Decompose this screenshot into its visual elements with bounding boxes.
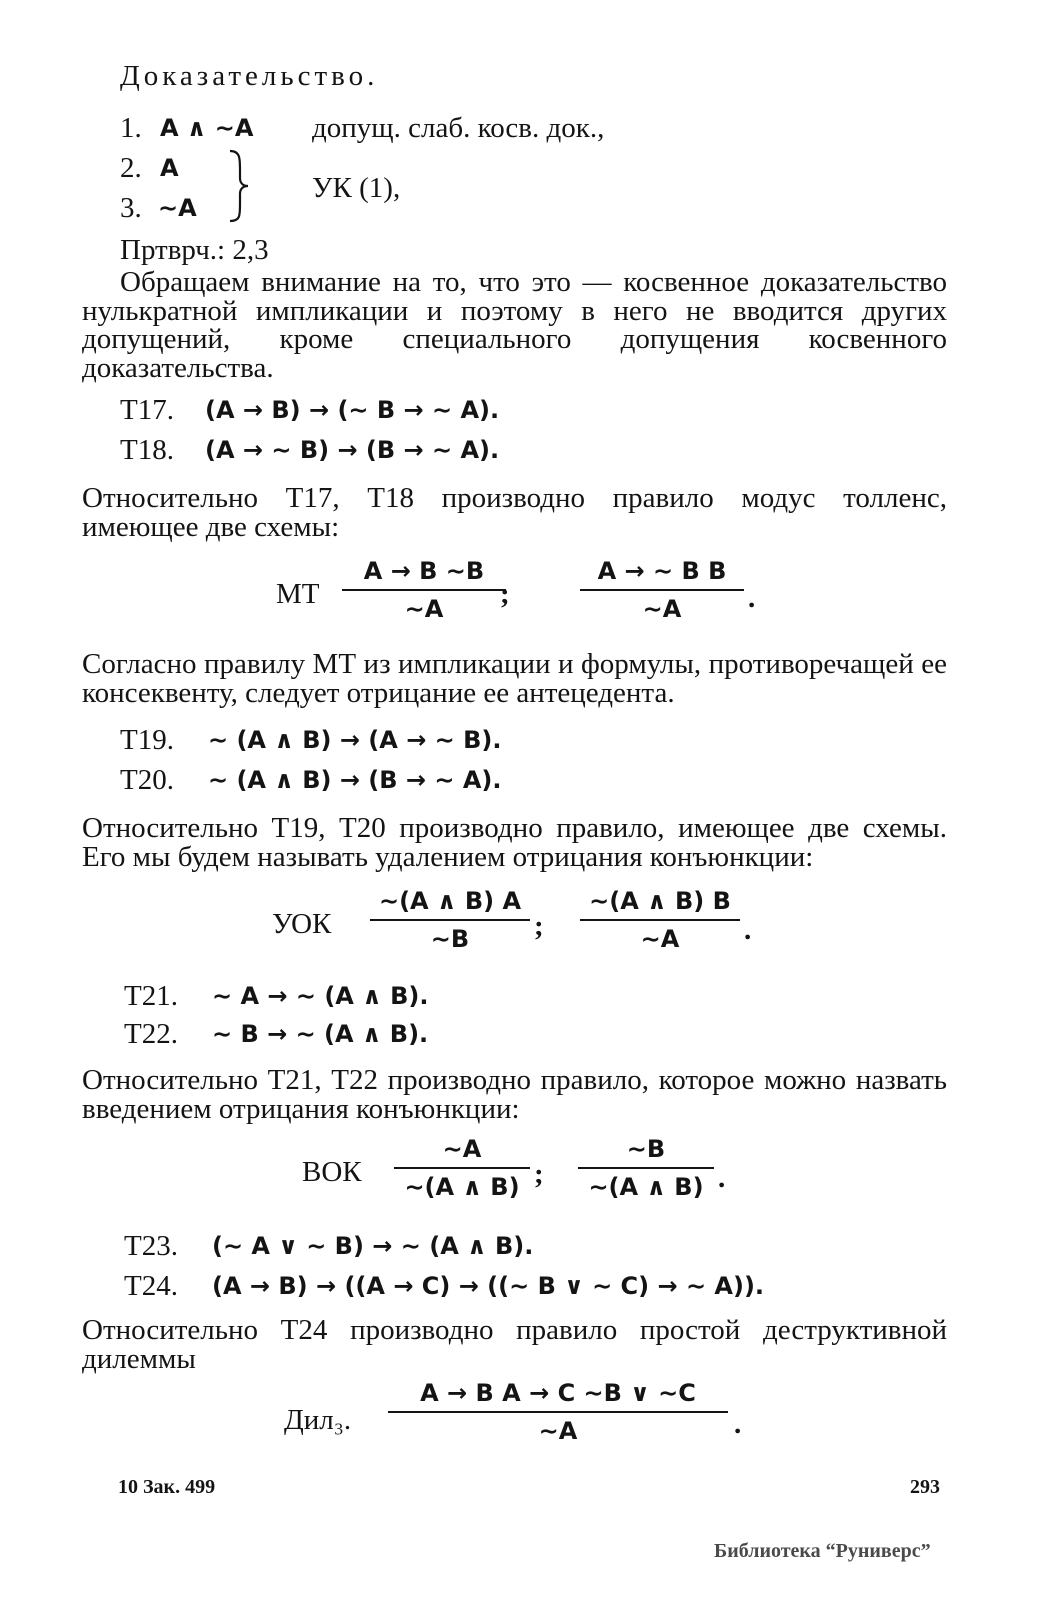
scheme-premises: A → B ∼B <box>363 557 485 585</box>
rule-scheme <box>580 886 740 954</box>
printer-signature: 10 Зак. 499 <box>118 1476 216 1498</box>
period: . <box>734 1408 742 1440</box>
fraction-bar <box>578 1167 714 1169</box>
proof-group-note: УК (1), <box>312 172 401 204</box>
rule-name: Дил₃. <box>284 1404 352 1436</box>
paragraph: Обращаем внимание на то, что это — косвенное доказательство нулькратной импликации и поэтому в него не вводится других допущений, кроме специального допущения косвенного доказательства. <box>82 266 947 384</box>
proof-step-number: 3. <box>120 192 142 224</box>
proof-step-formula: ∼A <box>158 194 197 222</box>
rule-name: ВОК <box>302 1156 362 1188</box>
theorem-label: Т24. <box>124 1270 178 1302</box>
paragraph: Относительно Т17, Т18 производно правило модус толленс, имеющее две схемы: <box>82 482 947 543</box>
scheme-conclusion: ∼A <box>642 595 682 623</box>
theorem-label: Т20. <box>120 764 174 796</box>
fraction-bar <box>394 1167 530 1169</box>
fraction-bar <box>342 589 506 591</box>
fraction-bar <box>388 1411 728 1413</box>
scheme-conclusion: ∼(A ∧ B) <box>588 1173 704 1201</box>
theorem-formula: ∼ A → ∼ (A ∧ B). <box>212 982 429 1010</box>
theorem-formula: (A → B) → (∼ B → ∼ A). <box>205 396 500 424</box>
theorem-label: Т21. <box>124 980 178 1012</box>
period: . <box>718 1162 726 1194</box>
scheme-conclusion: ∼A <box>538 1417 578 1445</box>
theorem-formula: ∼ (A ∧ B) → (A → ∼ B). <box>208 726 502 754</box>
theorem-formula: (A → ∼ B) → (B → ∼ A). <box>205 436 500 464</box>
theorem-formula: (A → B) → ((A → C) → ((∼ B ∨ ∼ C) → ∼ A)). <box>212 1272 765 1300</box>
theorem-label: Т19. <box>120 724 174 756</box>
proof-step-number: 1. <box>120 112 142 144</box>
rule-name: МТ <box>276 578 320 610</box>
rule-scheme <box>388 1378 728 1446</box>
period: . <box>748 582 756 614</box>
right-brace-icon <box>226 148 252 224</box>
theorem-formula: (∼ A ∨ ∼ B) → ∼ (A ∧ B). <box>212 1232 534 1260</box>
semicolon: ; <box>500 578 510 610</box>
rule-scheme <box>580 556 744 624</box>
scheme-conclusion: ∼A <box>404 595 444 623</box>
fraction-bar <box>580 589 744 591</box>
scheme-conclusion: ∼B <box>430 925 470 953</box>
fraction-bar <box>370 919 530 921</box>
theorem-label: Т22. <box>124 1018 178 1050</box>
rule-scheme <box>394 1134 530 1202</box>
scheme-premises: ∼(A ∧ B) B <box>589 887 731 915</box>
scheme-premises: ∼(A ∧ B) A <box>378 887 522 915</box>
scheme-conclusion: ∼(A ∧ B) <box>404 1173 520 1201</box>
scheme-premises: ∼B <box>626 1135 666 1163</box>
theorem-label: Т18. <box>120 434 174 466</box>
paragraph: Относительно Т19, Т20 производно правило, имеющее две схемы. Его мы будем называть удалением отрицания конъюнкции: <box>82 812 947 873</box>
semicolon: ; <box>534 910 544 942</box>
theorem-formula: ∼ B → ∼ (A ∧ B). <box>212 1020 429 1048</box>
theorem-label: Т17. <box>120 394 174 426</box>
proof-heading: Доказательство. <box>120 60 379 92</box>
rule-scheme <box>578 1134 714 1202</box>
scheme-premises: A → B A → C ∼B ∨ ∼C <box>420 1379 696 1407</box>
library-watermark: Библиотека “Руниверс” <box>714 1540 931 1562</box>
proof-step-formula: A ∧ ∼A <box>160 114 254 142</box>
theorem-label: Т23. <box>124 1230 178 1262</box>
proof-step-number: 2. <box>120 152 142 184</box>
paragraph: Согласно правилу МТ из импликации и формулы, противоречащей ее консеквенту, следует отрицание ее антецедента. <box>82 648 947 709</box>
page-number: 293 <box>910 1476 940 1498</box>
fraction-bar <box>580 919 740 921</box>
theorem-formula: ∼ (A ∧ B) → (B → ∼ A). <box>208 766 502 794</box>
scheme-premises: A → ∼ B B <box>597 557 727 585</box>
proof-contradiction: Пртврч.: 2,3 <box>120 234 269 266</box>
rule-scheme <box>342 556 506 624</box>
proof-step-formula: A <box>160 154 179 182</box>
period: . <box>744 914 752 946</box>
semicolon: ; <box>534 1158 544 1190</box>
paragraph: Относительно Т21, Т22 производно правило, которое можно назвать введением отрицания конъюнкции: <box>82 1064 947 1125</box>
rule-scheme <box>370 886 530 954</box>
rule-name: УОК <box>272 908 332 940</box>
scheme-premises: ∼A <box>442 1135 482 1163</box>
paragraph: Относительно Т24 производно правило простой деструктивной дилеммы <box>82 1314 947 1375</box>
scheme-conclusion: ∼A <box>640 925 680 953</box>
proof-step-note: допущ. слаб. косв. док., <box>312 112 605 144</box>
